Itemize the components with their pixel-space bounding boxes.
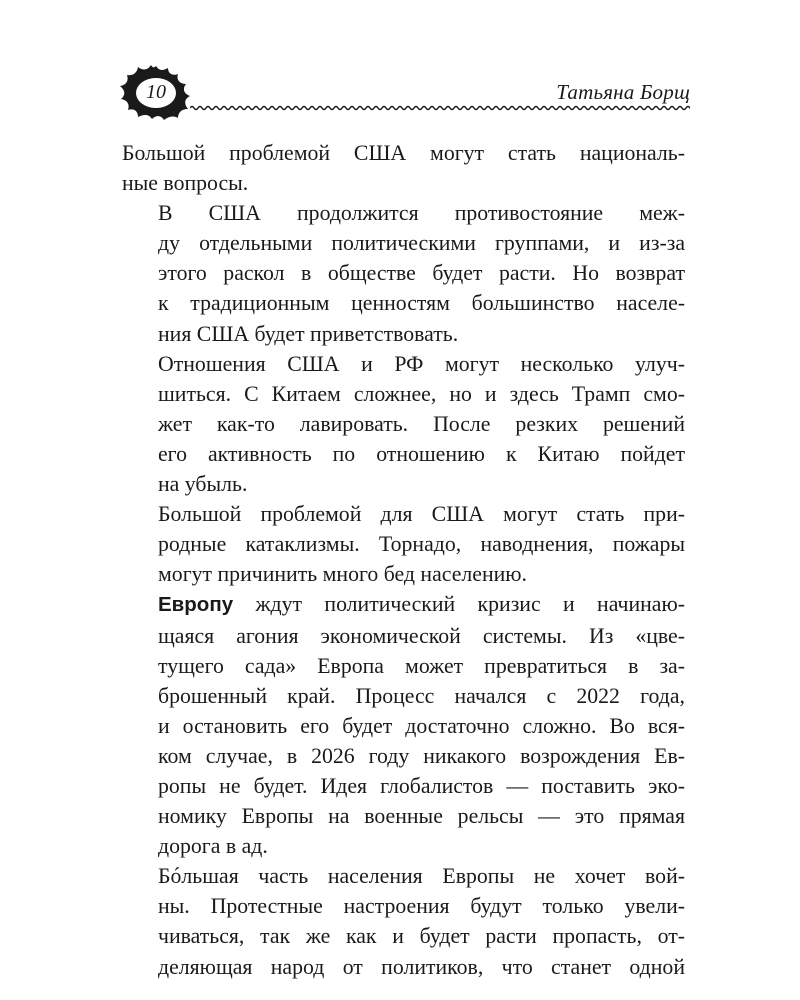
text-line: Большой проблемой США могут стать националь- bbox=[122, 141, 685, 165]
bold-term: Европу bbox=[158, 593, 234, 617]
running-title: Татьяна Борщ bbox=[556, 80, 690, 104]
text-line: дорога в ад. bbox=[158, 834, 268, 859]
page-header bbox=[118, 64, 690, 124]
text-line: ком случае, в 2026 году никакого возрождения Ев- bbox=[158, 743, 685, 768]
text-line: деляющая народ от политиков, что станет одной bbox=[158, 954, 685, 979]
text-line: шиться. С Китаем сложнее, но и здесь Трамп смо- bbox=[158, 381, 685, 406]
paragraph-2 bbox=[122, 198, 685, 348]
text-line: на убыль. bbox=[158, 472, 248, 497]
paragraph-5 bbox=[122, 589, 685, 861]
paragraph-4 bbox=[122, 499, 685, 589]
text-line: тущего сада» Европа может превратиться в за- bbox=[158, 653, 685, 678]
text-line: и остановить его будет достаточно сложно. Во вся- bbox=[158, 713, 685, 738]
paragraph-1 bbox=[122, 138, 685, 198]
text-line: этого раскол в обществе будет расти. Но возврат bbox=[158, 261, 685, 286]
text-line: чиваться, так же как и будет расти пропасть, от- bbox=[158, 924, 685, 949]
text-line: Отношения США и РФ могут несколько улуч- bbox=[158, 351, 685, 376]
text-line: В США продолжится противостояние меж- bbox=[158, 201, 685, 226]
text-line: щаяся агония экономической системы. Из «цве- bbox=[158, 623, 685, 648]
text-line: к традиционным ценностям большинство населе- bbox=[158, 291, 685, 316]
text-line: Бóльшая часть населения Европы не хочет вой- bbox=[158, 864, 685, 889]
text-line: родные катаклизмы. Торнадо, наводнения, пожары bbox=[158, 532, 685, 557]
text-line: ния США будет приветствовать. bbox=[158, 321, 459, 346]
text-line: его активность по отношению к Китаю пойдет bbox=[158, 441, 685, 466]
page-number: 10 bbox=[146, 81, 166, 103]
text-line: ные вопросы. bbox=[122, 171, 249, 196]
text-line-rest: ждут политический кризис и начинаю- bbox=[233, 592, 685, 617]
paragraph-3 bbox=[122, 349, 685, 499]
text-line: брошенный край. Процесс начался с 2022 года, bbox=[158, 683, 685, 708]
text-line: ропы не будет. Идея глобалистов — поставить эко- bbox=[158, 773, 685, 798]
text-line: жет как-то лавировать. После резких решений bbox=[158, 411, 685, 436]
text-line: могут причинить много бед населению. bbox=[158, 562, 528, 587]
text-line: ду отдельными политическими группами, и из-за bbox=[158, 231, 685, 256]
text-body bbox=[122, 138, 685, 982]
text-line: ны. Протестные настроения будут только увели- bbox=[158, 894, 685, 919]
text-line: номику Европы на военные рельсы — это прямая bbox=[158, 804, 685, 829]
text-line bbox=[122, 589, 685, 620]
header-wave-rule bbox=[190, 104, 690, 112]
paragraph-6 bbox=[122, 861, 685, 981]
text-line: Большой проблемой для США могут стать при- bbox=[158, 502, 685, 527]
